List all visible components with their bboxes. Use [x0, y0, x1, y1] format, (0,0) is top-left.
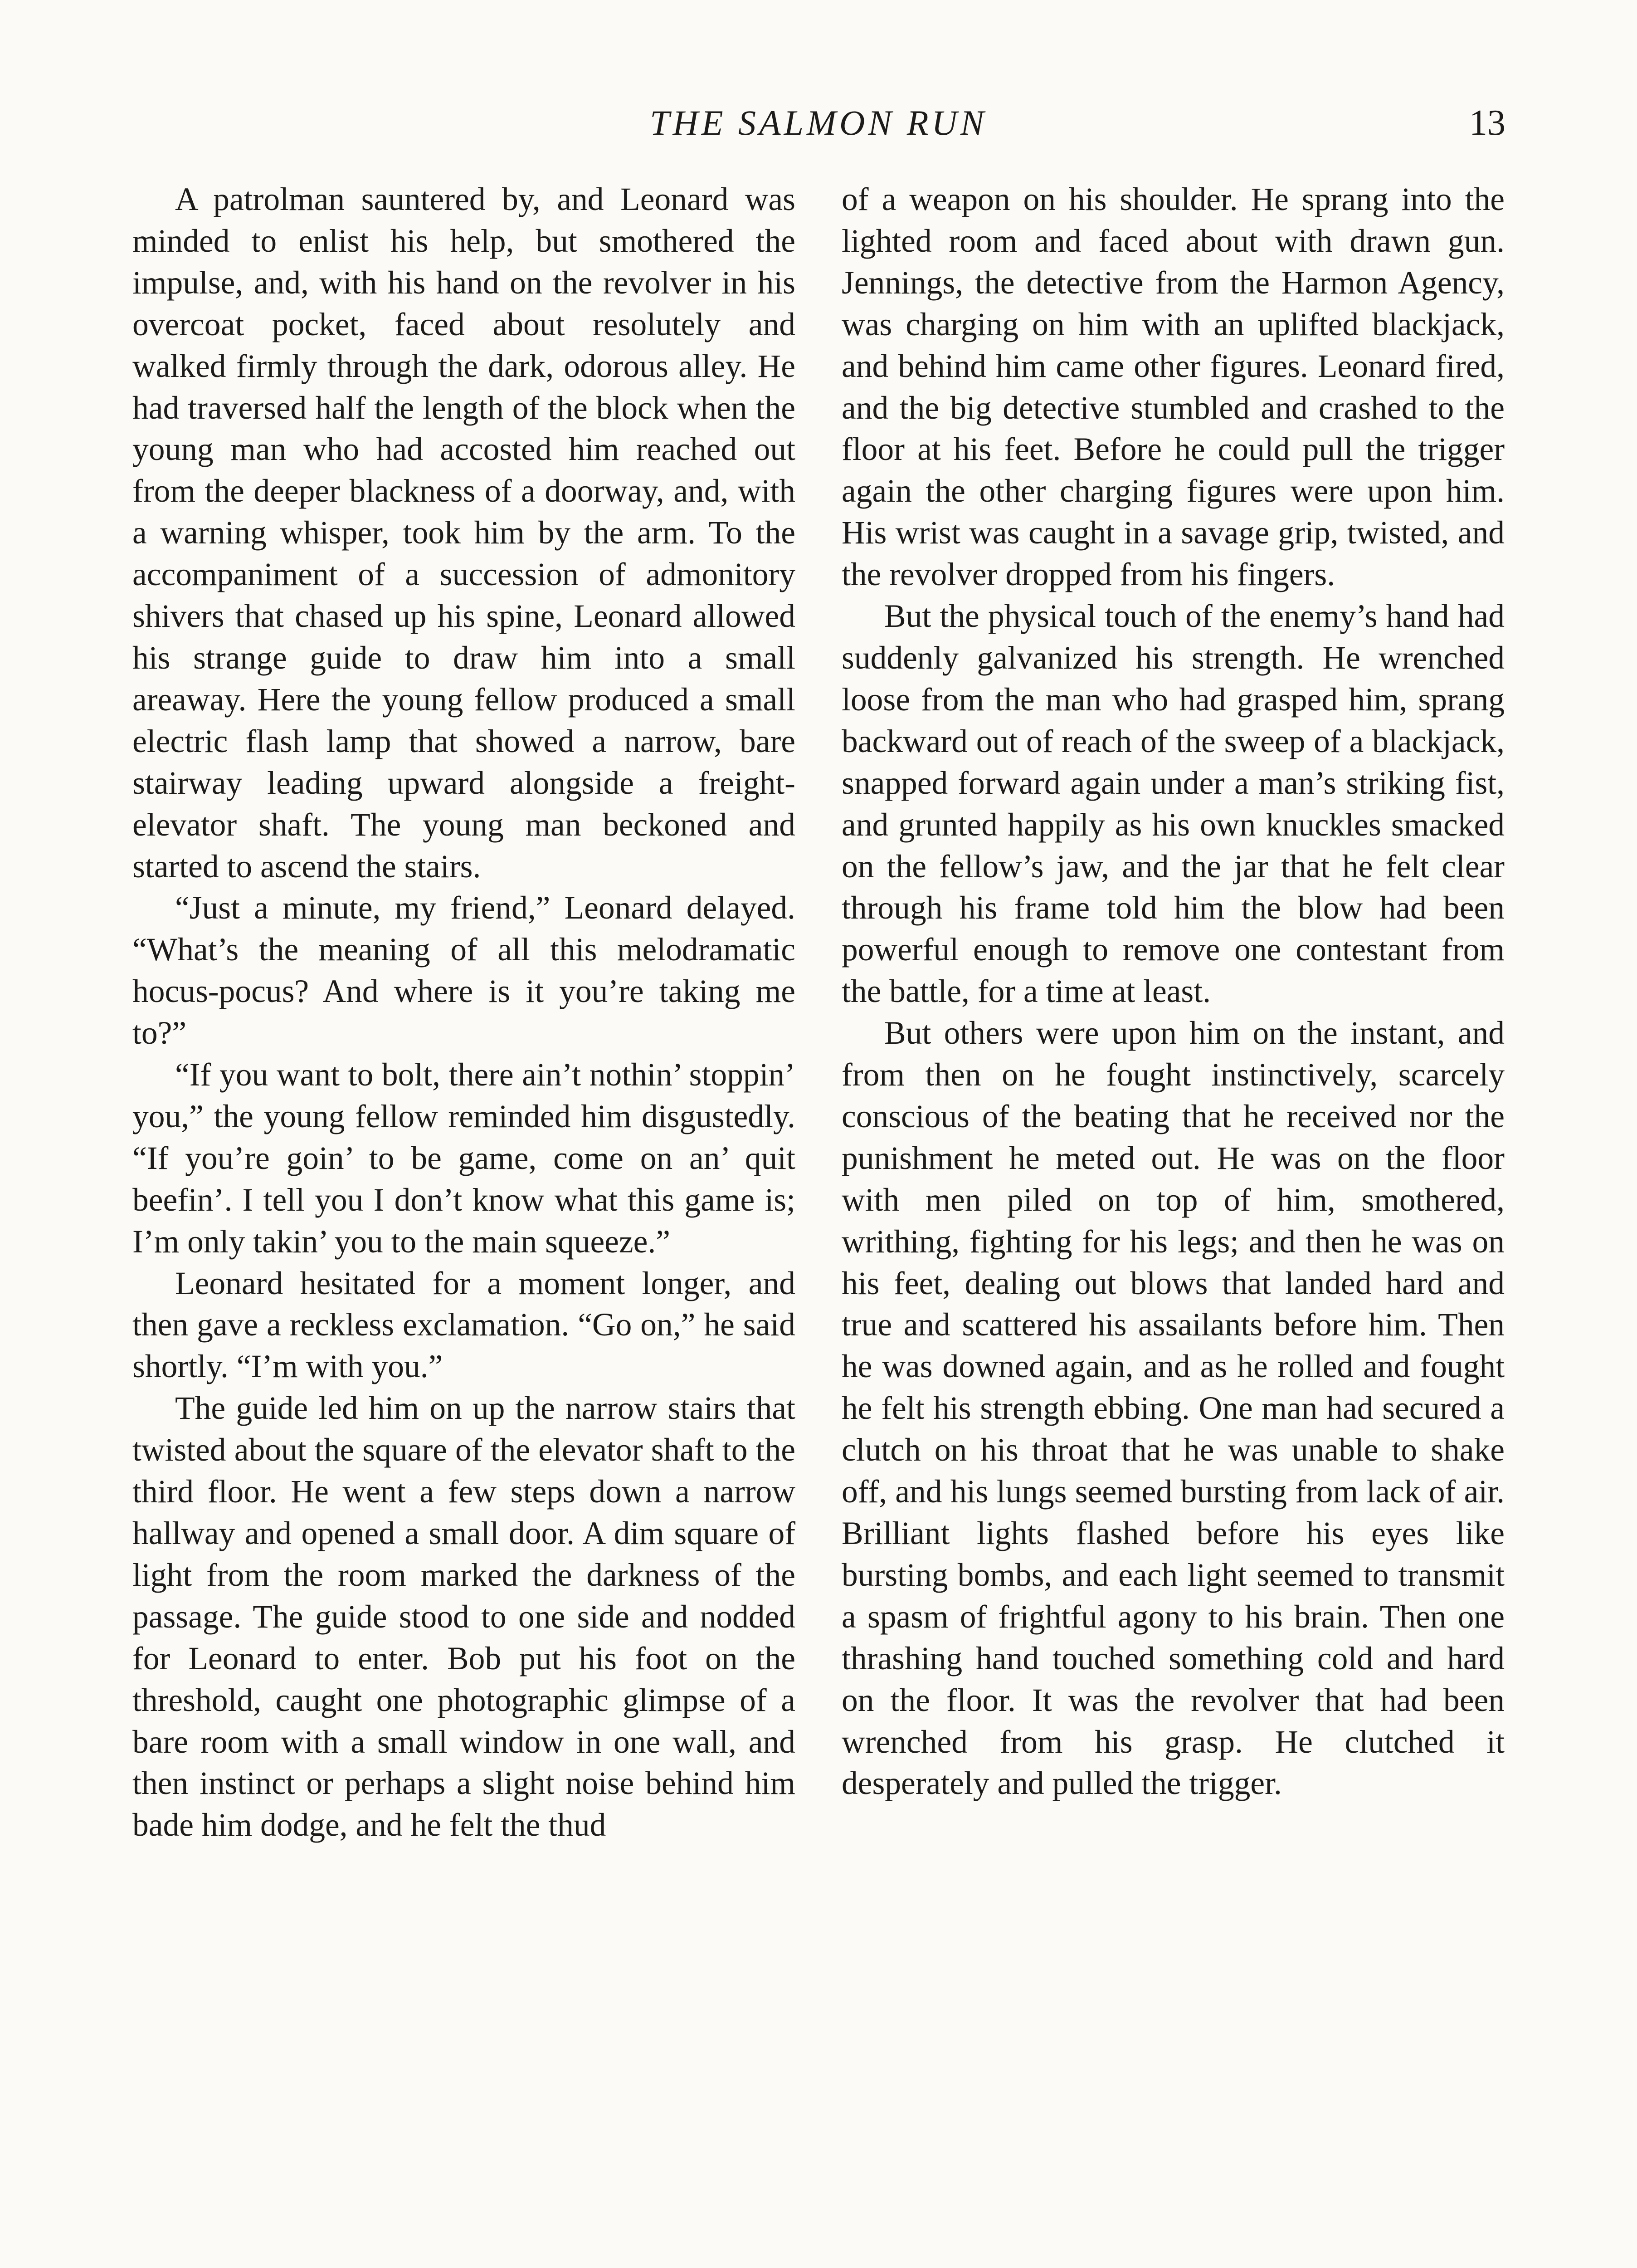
paragraph: But others were upon him on the instant, and from then on he fought instinctively, scarcely conscious of the beating that he received nor the punishment he meted out. He was on the floor with men piled on top of him, smothered, writhing, fighting for his legs; and then he was on his feet, dealing out blows that landed hard and true and scattered his assailants before him. Then he was downed again, and as he rolled and fought he felt his strength ebbing. One man had secured a clutch on his throat that he was unable to shake off, and his lungs seemed bursting from lack of air. Brilliant lights flashed before his eyes like bursting bombs, and each light seemed to transmit a spasm of frightful agony to his brain. Then one thrashing hand touched something cold and hard on the floor. It was the revolver that had been wrenched from his grasp. He clutched it desperately and pulled the trigger. — [842, 1015, 1505, 1802]
page-number: 13 — [1469, 103, 1505, 143]
paragraph: But the physical touch of the enemy’s hand had suddenly galvanized his strength. He wrenched loose from the man who had grasped him, sprang backward out of reach of the sweep of a blackjack, snapped forward again under a man’s striking fist, and grunted happily as his own knuckles smacked on the fellow’s jaw, and the jar that he felt clear through his frame told him the blow had been powerful enough to remove one contestant from the battle, for a time at least. — [842, 598, 1505, 1010]
paragraph: The guide led him on up the narrow stairs that twisted about the square of the elevator shaft to the third floor. He went a few steps down a narrow hallway and opened a small door. A dim square of light from the room marked the darkness of the passage. The guide stood to one side and nodded for Leonard to enter. Bob put his foot on the threshold, caught one photographic glimpse of a bare room with a small window in one wall, and then instinct or perhaps a slight noise behind him bade him dodge, and he felt the thud — [132, 1390, 795, 1843]
paragraph: “Just a minute, my friend,” Leonard delayed. “What’s the meaning of all this melodramatic hocus-pocus? And where is it you’re taking me to?” — [132, 890, 795, 1051]
running-header — [132, 98, 1505, 148]
paragraph: A patrolman sauntered by, and Leonard was minded to enlist his help, but smothered the impulse, and, with his hand on the revolver in his overcoat pocket, faced about resolutely and walked firmly through the dark, odorous alley. He had traversed half the length of the block when the young man who had accosted him reached out from the deeper blackness of a doorway, and, with a warning whisper, took him by the arm. To the accompaniment of a succession of admonitory shivers that chased up his spine, Leonard allowed his strange guide to draw him into a small areaway. Here the young fellow produced a small electric flash lamp that showed a narrow, bare stairway leading upward alongside a freight-elevator shaft. The young man beckoned and started to ascend the stairs. — [132, 181, 795, 885]
left-text-column — [132, 179, 795, 2268]
paragraph: “If you want to bolt, there ain’t nothin’ stoppin’ you,” the young fellow reminded him disgustedly. “If you’re goin’ to be game, come on an’ quit beefin’. I tell you I don’t know what this game is; I’m only takin’ you to the main squeeze.” — [132, 1057, 795, 1260]
running-title: THE SALMON RUN — [650, 103, 987, 142]
right-text-column — [842, 179, 1505, 2268]
continued-paragraph: of a weapon on his shoulder. He sprang into the lighted room and faced about with drawn gun. Jennings, the detective from the Harmon Agency, was charging on him with an uplifted blackjack, and behind him came other figures. Leonard fired, and the big detective stumbled and crashed to the floor at his feet. Before he could pull the trigger again the other charging figures were upon him. His wrist was caught in a savage grip, twisted, and the revolver dropped from his fingers. — [842, 181, 1505, 593]
paragraph: Leonard hesitated for a moment longer, and then gave a reckless exclamation. “Go on,” he said shortly. “I’m with you.” — [132, 1265, 795, 1385]
